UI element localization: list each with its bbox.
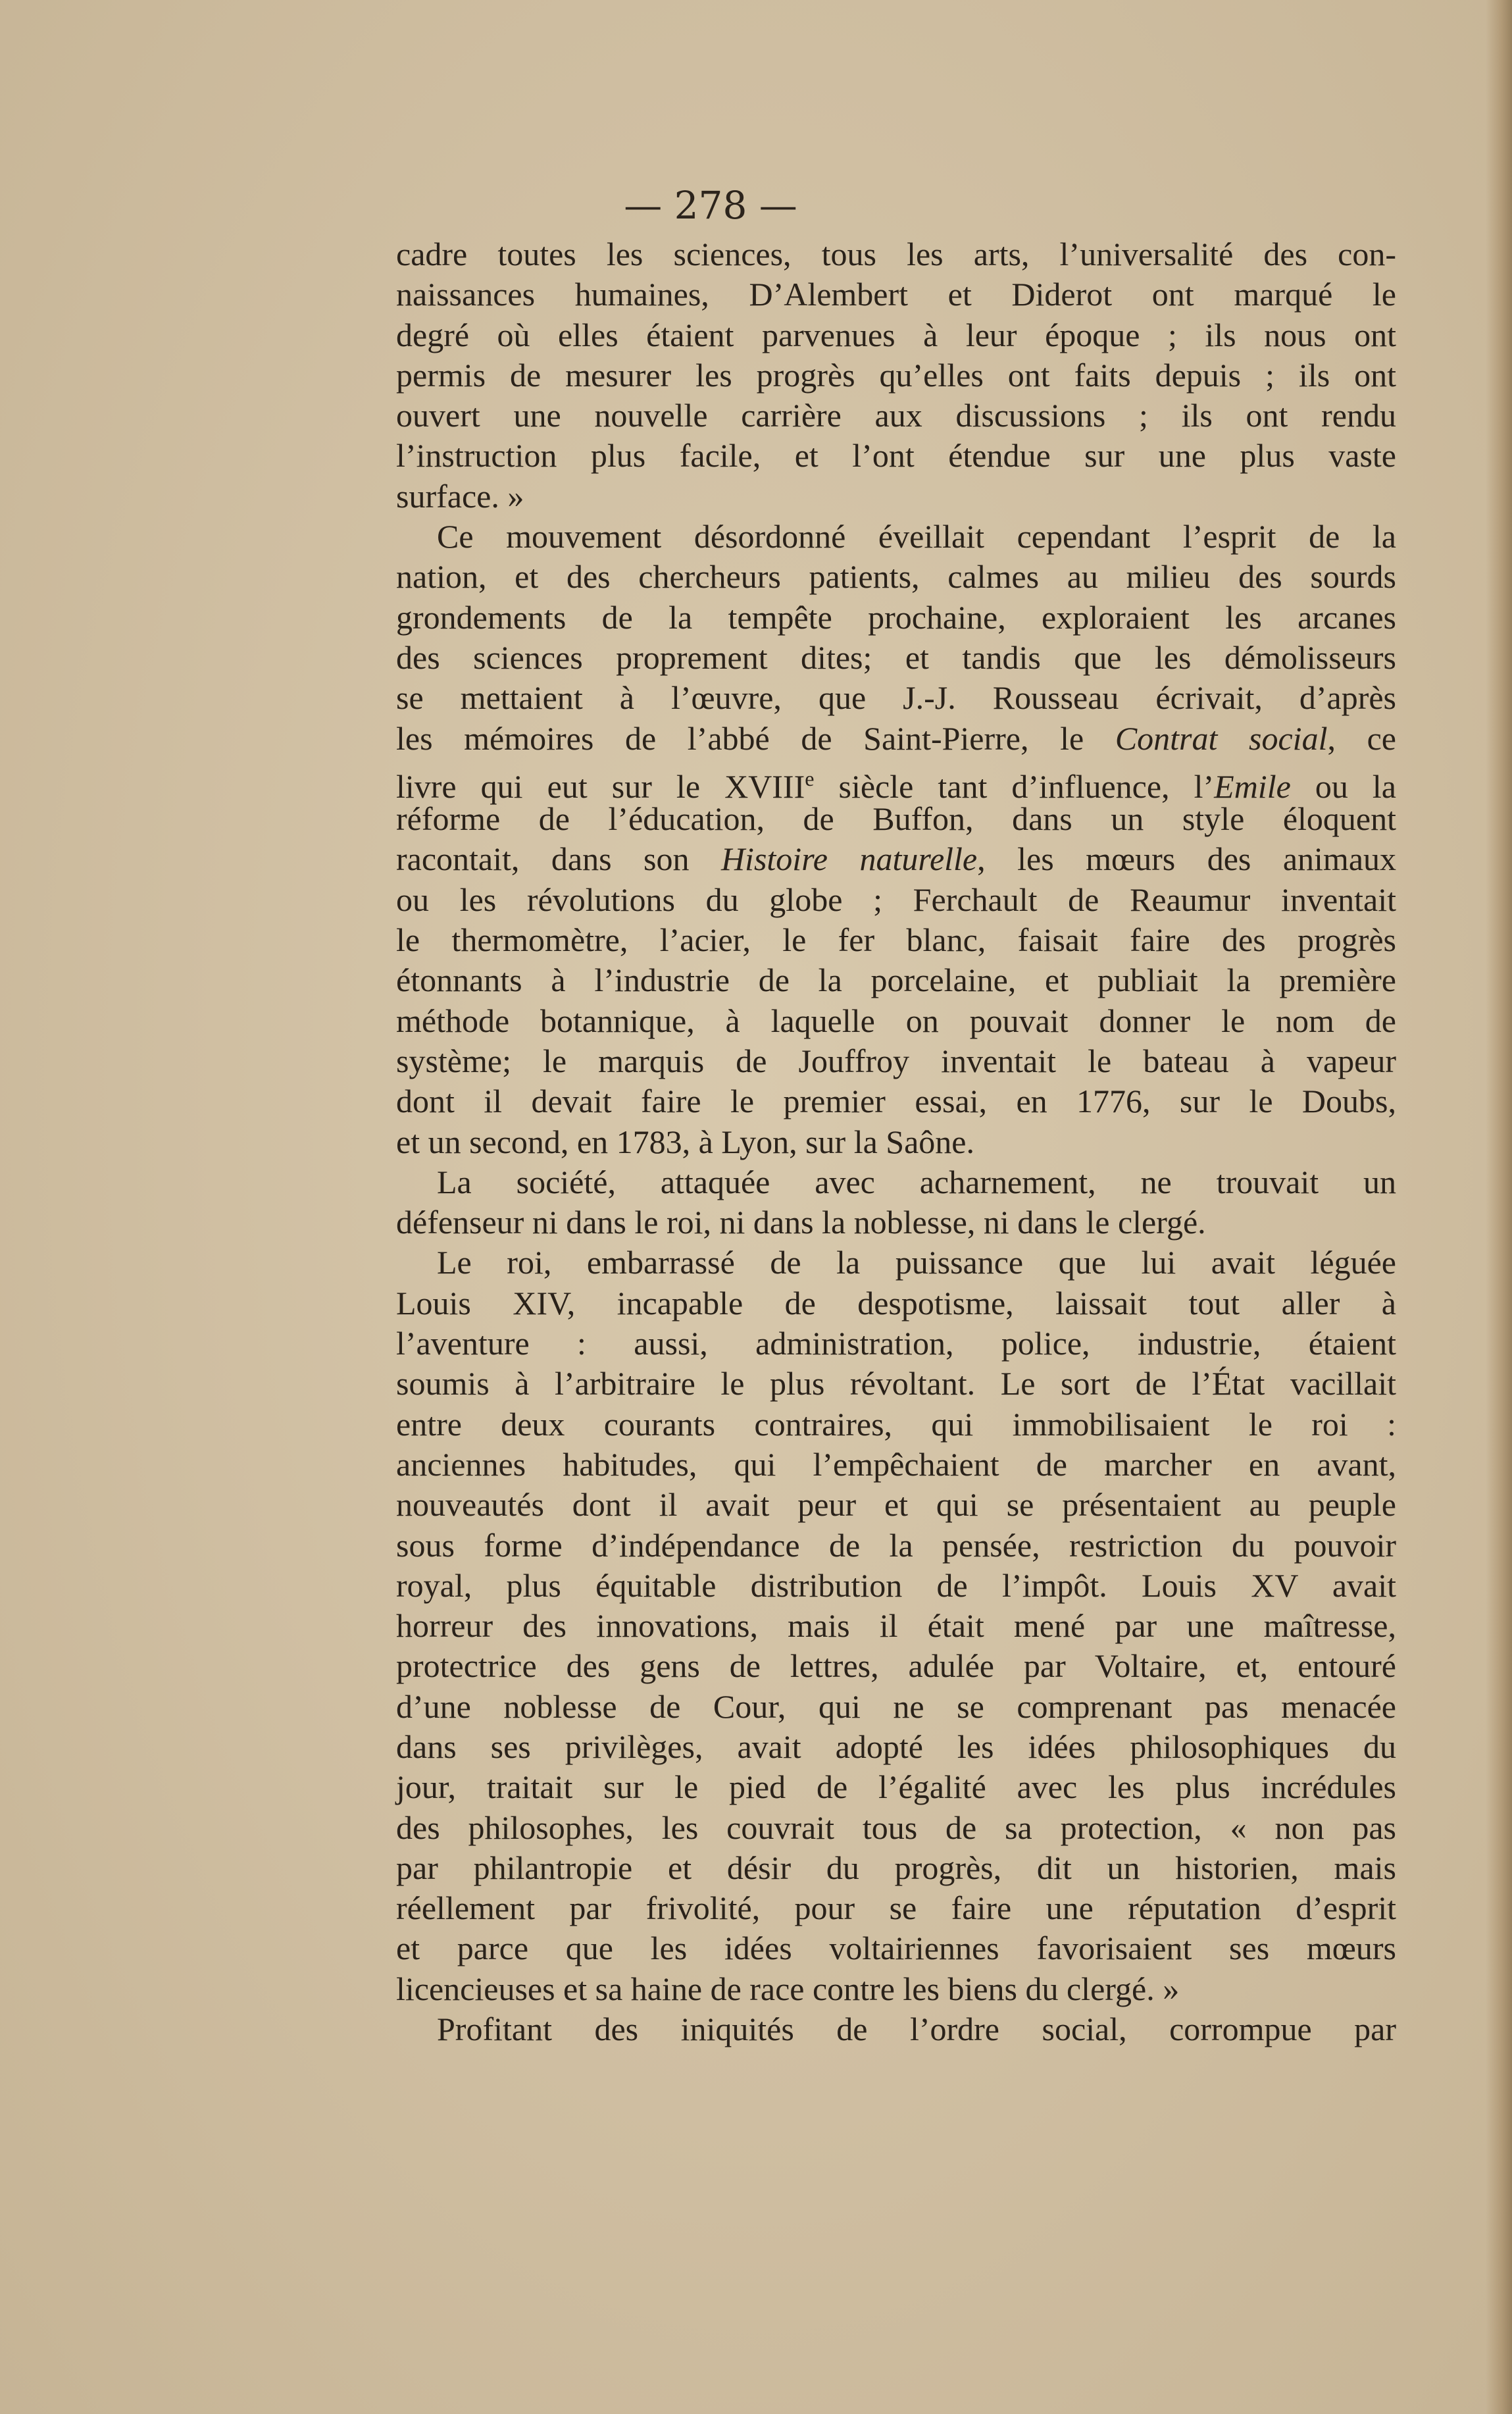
- text-line: ouvert une nouvelle carrière aux discussions ; ils ont rendu: [396, 397, 1396, 434]
- text-line: l’aventure : aussi, administration, police, industrie, étaient: [396, 1325, 1396, 1362]
- text-line: Louis XIV, incapable de despotisme, laissait tout aller à: [396, 1284, 1396, 1322]
- text-line: étonnants à l’industrie de la porcelaine, et publiait la première: [396, 962, 1396, 999]
- text-run: , ce: [1327, 719, 1396, 757]
- book-title: Contrat social: [1115, 719, 1328, 757]
- text-line: défenseur ni dans le roi, ni dans la noblesse, ni dans le clergé.: [396, 1204, 1206, 1241]
- text-line: surface. »: [396, 477, 524, 515]
- text-line: par philantropie et désir du progrès, dit un historien, mais: [396, 1849, 1396, 1886]
- text-line: méthode botannique, à laquelle on pouvait donner le nom de: [396, 1002, 1396, 1039]
- text-line: grondements de la tempête prochaine, exploraient les arcanes: [396, 598, 1396, 636]
- text-line: et un second, en 1783, à Lyon, sur la Saône.: [396, 1123, 974, 1160]
- text-line: Le roi, embarrassé de la puissance que lui avait léguée: [437, 1244, 1396, 1281]
- text-line: jour, traitait sur le pied de l’égalité avec les plus incrédules: [396, 1768, 1396, 1806]
- text-run: livre qui eut sur le XVIII: [396, 767, 805, 805]
- text-line: entre deux courants contraires, qui immobilisaient le roi :: [396, 1405, 1396, 1443]
- book-title: Histoire naturelle: [720, 840, 978, 878]
- text-line: permis de mesurer les progrès qu’elles ont faits depuis ; ils ont: [396, 356, 1396, 394]
- text-line: [396, 719, 1396, 759]
- text-run: racontait, dans son: [396, 840, 721, 878]
- text-line: licencieuses et sa haine de race contre les biens du clergé. »: [396, 1970, 1180, 2007]
- text-line: protectrice des gens de lettres, adulée par Voltaire, et, entouré: [396, 1647, 1396, 1685]
- page-edge-shadow: [1486, 0, 1512, 2414]
- text-line: royal, plus équitable distribution de l’impôt. Louis XV avait: [396, 1566, 1396, 1604]
- text-line: Ce mouvement désordonné éveillait cependant l’esprit de la: [437, 518, 1396, 555]
- text-line: des philosophes, les couvrait tous de sa protection, « non pas: [396, 1809, 1396, 1846]
- text-line: dans ses privilèges, avait adopté les idées philosophiques du: [396, 1728, 1396, 1765]
- text-run: , les mœurs des animaux: [977, 840, 1397, 878]
- text-line: système; le marquis de Jouffroy inventait le bateau à vapeur: [396, 1042, 1396, 1079]
- text-line: anciennes habitudes, qui l’empêchaient de marcher en avant,: [396, 1445, 1396, 1483]
- text-line: soumis à l’arbitraire le plus révoltant. Le sort de l’État vacillait: [396, 1365, 1396, 1402]
- text-line: horreur des innovations, mais il était mené par une maîtresse,: [396, 1607, 1396, 1645]
- text-line: dont il devait faire le premier essai, en 1776, sur le Doubs,: [396, 1083, 1396, 1120]
- page-number: — 278 —: [624, 183, 797, 228]
- text-line: le thermomètre, l’acier, le fer blanc, faisait faire des progrès: [396, 921, 1396, 959]
- text-line: La société, attaquée avec acharnement, ne trouvait un: [437, 1163, 1396, 1200]
- text-run: ou la: [1290, 767, 1396, 805]
- text-line: ou les révolutions du globe ; Ferchault de Reaumur inventait: [396, 881, 1396, 918]
- book-title: Emile: [1214, 767, 1291, 805]
- text-line: des sciences proprement dites; et tandis que les démolisseurs: [396, 638, 1396, 676]
- body-text: [396, 234, 1396, 2049]
- text-line: l’instruction plus facile, et l’ont étendue sur une plus vaste: [396, 437, 1396, 475]
- text-line: et parce que les idées voltairiennes favorisaient ses mœurs: [396, 1930, 1396, 1967]
- text-line: nouveautés dont il avait peur et qui se présentaient au peuple: [396, 1486, 1396, 1524]
- text-line: réforme de l’éducation, de Buffon, dans un style éloquent: [396, 800, 1396, 838]
- text-run: les mémoires de l’abbé de Saint-Pierre, le: [396, 719, 1115, 757]
- text-line: d’une noblesse de Cour, qui ne se comprenant pas menacée: [396, 1687, 1396, 1725]
- superscript: e: [805, 766, 815, 790]
- text-line: degré où elles étaient parvenues à leur époque ; ils nous ont: [396, 316, 1396, 353]
- text-line: Profitant des iniquités de l’ordre social, corrompue par: [437, 2011, 1396, 2048]
- text-line: [396, 759, 1396, 805]
- text-line: réellement par frivolité, pour se faire une réputation d’esprit: [396, 1889, 1396, 1927]
- text-line: naissances humaines, D’Alembert et Diderot ont marqué le: [396, 276, 1396, 313]
- text-line: [396, 839, 1396, 879]
- text-run: siècle tant d’influence, l’: [814, 767, 1215, 805]
- text-line: se mettaient à l’œuvre, que J.-J. Rousseau écrivait, d’après: [396, 679, 1396, 717]
- text-line: nation, et des chercheurs patients, calmes au milieu des sourds: [396, 558, 1396, 596]
- text-line: sous forme d’indépendance de la pensée, restriction du pouvoir: [396, 1526, 1396, 1564]
- text-line: cadre toutes les sciences, tous les arts, l’universalité des con-: [396, 236, 1396, 272]
